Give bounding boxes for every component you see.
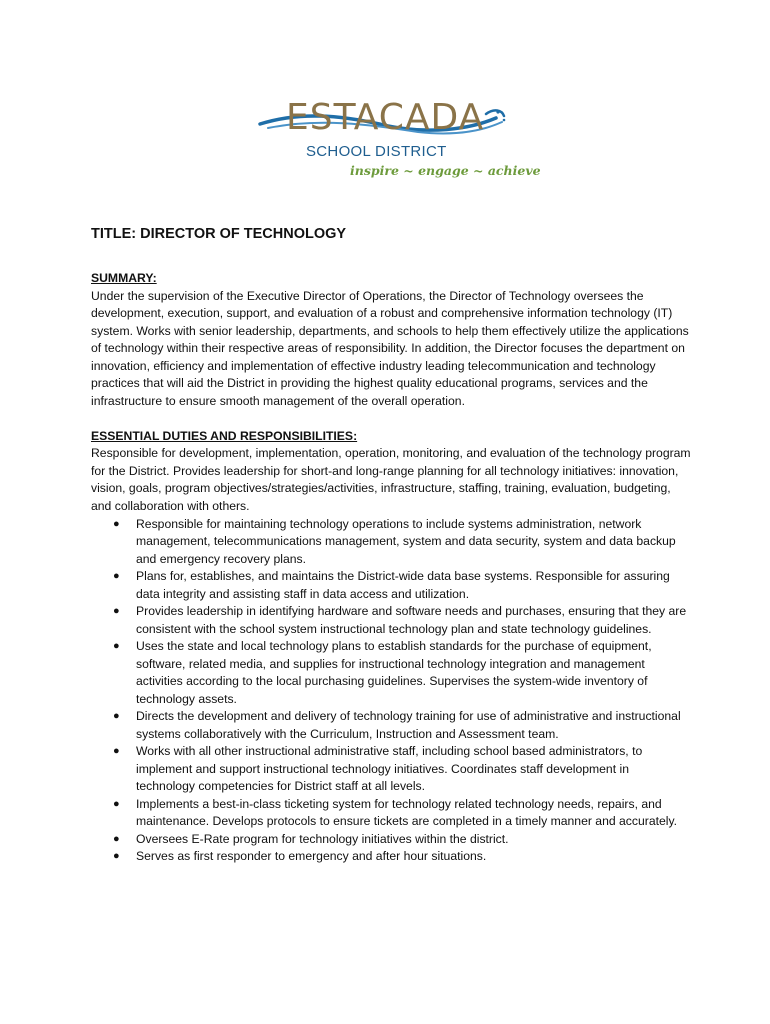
document-title: TITLE: DIRECTOR OF TECHNOLOGY [91, 226, 347, 242]
bullet-icon: ● [113, 710, 120, 723]
bullet-icon: ● [113, 745, 120, 758]
bullet-icon: ● [113, 570, 120, 583]
list-item: ● Serves as first responder to emergency and after hour situations. [91, 848, 691, 866]
list-item: ● Plans for, establishes, and maintains the District-wide data base systems. Responsible for assuring data integrity and assisting staff in data access and utilization. [113, 569, 670, 601]
bullet-icon: ● [113, 797, 120, 810]
list-item: ● Oversees E-Rate program for technology initiatives within the district. [91, 831, 691, 849]
logo-wordmark: ESTACADA [286, 97, 485, 138]
duties-list [91, 516, 691, 866]
list-item: ● Works with all other instructional administrative staff, including school based administrators, to implement and support instructional technology initiatives. Coordinates staff development in technology competencies for District staff at all levels. [113, 744, 643, 794]
summary-text: Under the supervision of the Executive Director of Operations, the Director of Technology oversees the development, execution, support, and evaluation of a robust and comprehensive information technology (IT) system. Works with senior leadership, departments, and schools to help them effectively utilize the applications of technology within their respective areas of responsibility. In addition, the Director focuses the department on innovation, efficiency and implementation of effective industry leading telecommunication and technology practices that will aid the District in providing the highest quality educational programs, services and the infrastructure to ensure smooth management of the overall operation. [91, 288, 689, 409]
summary-heading: SUMMARY: [91, 271, 157, 285]
bullet-icon: ● [113, 850, 120, 863]
logo-tagline: inspire ~ engage ~ achieve [350, 163, 541, 178]
bullet-icon: ● [113, 517, 120, 530]
list-item: ● Directs the development and delivery of technology training for use of administrative and instructional systems collaboratively with the Curriculum, Instruction and Assessment team. [113, 709, 681, 741]
document-body [91, 224, 691, 866]
list-item: ● Provides leadership in identifying hardware and software needs and purchases, ensuring that they are consistent with the school system instructional technology plan and state technology guidelines. [113, 604, 687, 636]
bullet-icon: ● [113, 832, 120, 845]
list-item: ● Responsible for maintaining technology operations to include systems administration, network management, telecommunications management, system and data security, system and data backup and emergency recovery plans. [113, 516, 676, 566]
duties-intro: Responsible for development, implementation, operation, monitoring, and evaluation of the technology program for the District. Provides leadership for short-and long-range planning for all technology initiatives: innovation, vision, goals, program objectives/strategies/activities, infrastructure, staffing, training, evaluation, budgeting, and collaboration with others. [91, 446, 691, 513]
district-logo [258, 97, 541, 186]
bullet-icon: ● [113, 605, 120, 618]
duties-heading: ESSENTIAL DUTIES AND RESPONSIBILITIES: [91, 428, 358, 443]
logo-subtitle: SCHOOL DISTRICT [306, 143, 447, 160]
bullet-icon: ● [113, 640, 120, 653]
list-item: ● Uses the state and local technology plans to establish standards for the purchase of equipment, software, related media, and supplies for instructional technology integration and management activities according to the local purchasing guidelines. Supervises the system-wide inventory of technology assets. [113, 639, 652, 706]
list-item: ● Implements a best-in-class ticketing system for technology related technology needs, repairs, and maintenance. Develops protocols to ensure tickets are completed in a timely manner and accurately. [113, 796, 678, 829]
